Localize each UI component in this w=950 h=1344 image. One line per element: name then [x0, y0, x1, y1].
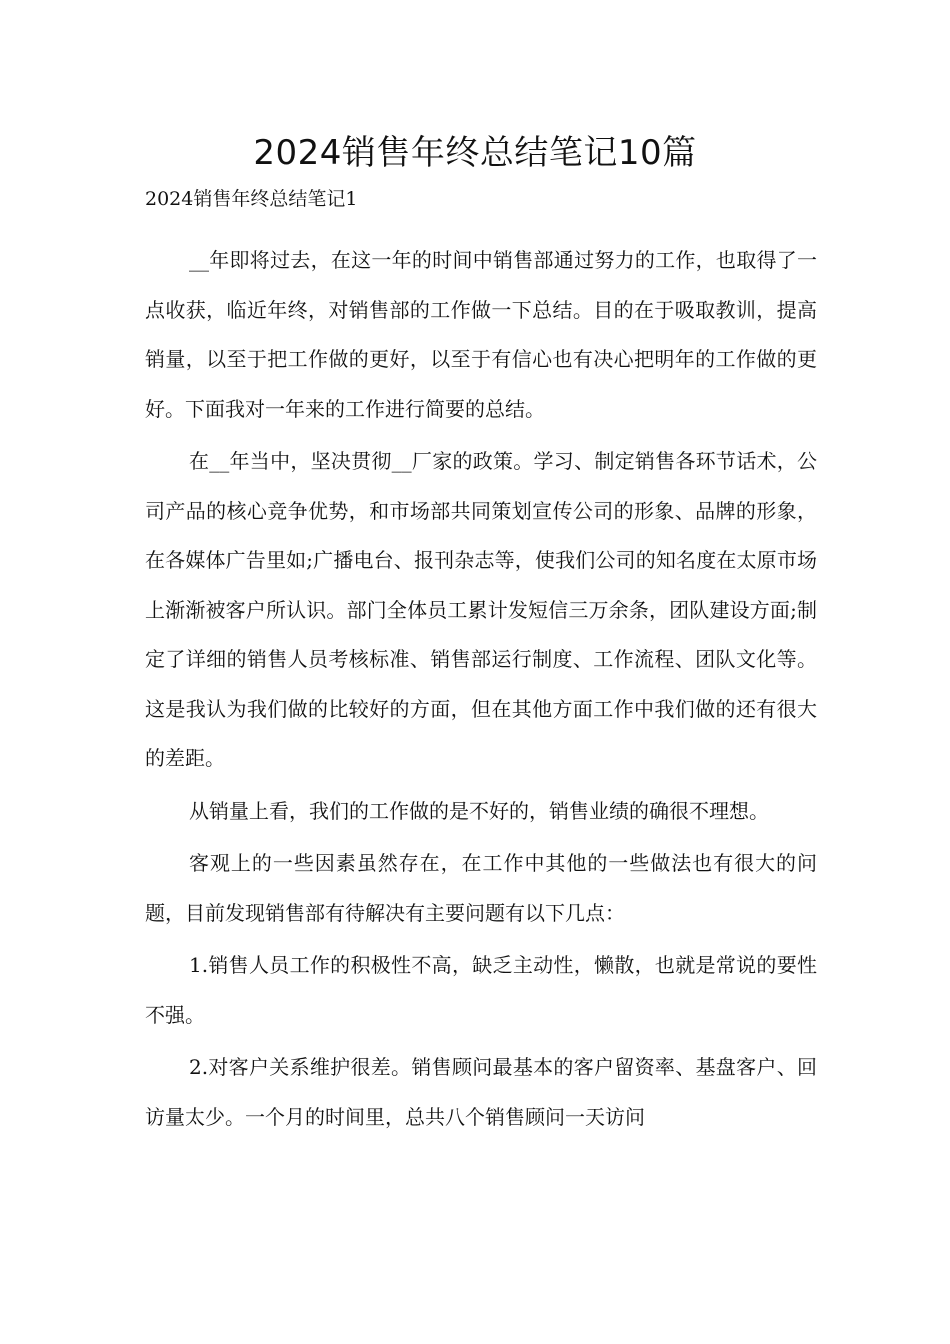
- document-title: 2024销售年终总结笔记10篇: [253, 133, 697, 173]
- paragraph-6: 2.对客户关系维护很差。销售顾问最基本的客户留资率、基盘客户、回访量太少。一个月的时间里，总共八个销售顾问一天访问: [145, 1055, 817, 1129]
- document-body: [145, 236, 817, 1145]
- paragraph-1: __年即将过去，在这一年的时间中销售部通过努力的工作，也取得了一点收获，临近年终，对销售部的工作做一下总结。目的在于吸取教训，提高销量，以至于把工作做的更好，以至于有信心也有决心把明年的工作做的更好。下面我对一年来的工作进行简要的总结。: [145, 248, 817, 421]
- paragraph-3: 从销量上看，我们的工作做的是不好的，销售业绩的确很不理想。: [189, 798, 769, 823]
- paragraph-4: 客观上的一些因素虽然存在，在工作中其他的一些做法也有很大的问题，目前发现销售部有待解决有主要问题有以下几点：: [145, 851, 817, 925]
- paragraph-5: 1.销售人员工作的积极性不高，缺乏主动性，懒散，也就是常说的要性不强。: [145, 953, 817, 1027]
- paragraph-2: 在__年当中，坚决贯彻__厂家的政策。学习、制定销售各环节话术，公司产品的核心竞争优势，和市场部共同策划宣传公司的形象、品牌的形象，在各媒体广告里如;广播电台、报刊杂志等，使我们公司的知名度在太原市场上渐渐被客户所认识。部门全体员工累计发短信三万余条，团队建设方面;制定了详细的销售人员考核标准、销售部运行制度、工作流程、团队文化等。这是我认为我们做的比较好的方面，但在其他方面工作中我们做的还有很大的差距。: [145, 449, 817, 770]
- section-heading: 2024销售年终总结笔记1: [145, 188, 358, 210]
